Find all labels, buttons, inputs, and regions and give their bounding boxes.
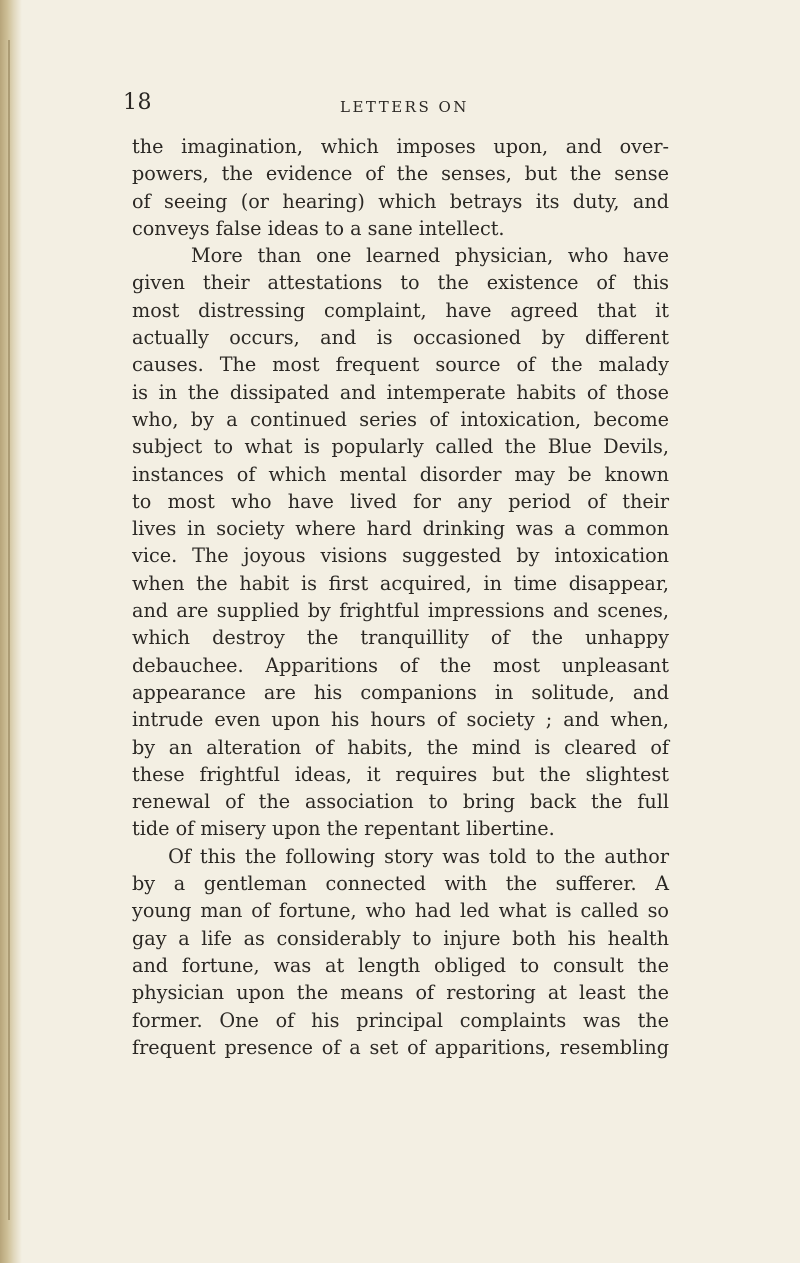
running-head: LETTERS ON bbox=[340, 98, 469, 116]
text-line: most distressing complaint, have agreed that it bbox=[132, 298, 669, 322]
text-line: when the habit is first acquired, in time disappear, bbox=[132, 571, 669, 595]
body-text bbox=[132, 133, 669, 1061]
text-line: tide of misery upon the repentant libertine. bbox=[132, 817, 555, 841]
text-line: given their attestations to the existence of this bbox=[132, 271, 669, 295]
text-line: and are supplied by frightful impressions and scenes, bbox=[132, 599, 669, 623]
text-line: vice. The joyous visions suggested by intoxication bbox=[132, 544, 669, 568]
text-line: More than one learned physician, who have bbox=[132, 244, 669, 268]
text-line: conveys false ideas to a sane intellect. bbox=[132, 216, 505, 240]
text-line: instances of which mental disorder may be known bbox=[132, 462, 669, 486]
text-line: is in the dissipated and intemperate habits of those bbox=[132, 380, 669, 404]
text-line: young man of fortune, who had led what is called so bbox=[132, 899, 669, 923]
text-line: frequent presence of a set of apparitions, resembling bbox=[132, 1035, 669, 1059]
text-line: these frightful ideas, it requires but the slightest bbox=[132, 762, 669, 786]
text-line: actually occurs, and is occasioned by different bbox=[132, 326, 669, 350]
binding-edge bbox=[8, 40, 10, 1220]
text-line: and fortune, was at length obliged to consult the bbox=[132, 953, 669, 977]
text-line: lives in society where hard drinking was a common bbox=[132, 517, 669, 541]
text-line: appearance are his companions in solitude, and bbox=[132, 680, 669, 704]
text-line: renewal of the association to bring back the full bbox=[132, 790, 669, 814]
text-line: Of this the following story was told to the author bbox=[132, 844, 669, 868]
text-line: the imagination, which imposes upon, and over- bbox=[132, 135, 669, 158]
text-line: gay a life as considerably to injure both his health bbox=[132, 926, 669, 950]
text-line: causes. The most frequent source of the malady bbox=[132, 353, 669, 377]
text-line: who, by a continued series of intoxication, become bbox=[132, 407, 669, 431]
text-line: subject to what is popularly called the Blue Devils, bbox=[132, 435, 669, 459]
text-line: by an alteration of habits, the mind is cleared of bbox=[132, 735, 669, 759]
text-line: which destroy the tranquillity of the unhappy bbox=[132, 626, 669, 650]
page-number: 18 bbox=[123, 90, 152, 115]
text-line: debauchee. Apparitions of the most unpleasant bbox=[132, 653, 669, 677]
text-line: powers, the evidence of the senses, but the sense bbox=[132, 162, 669, 186]
text-line: of seeing (or hearing) which betrays its duty, and bbox=[132, 189, 669, 213]
text-line: physician upon the means of restoring at least the bbox=[132, 981, 669, 1005]
text-line: to most who have lived for any period of their bbox=[132, 489, 669, 513]
text-line: intrude even upon his hours of society ; and when, bbox=[132, 708, 669, 732]
text-line: former. One of his principal complaints was the bbox=[132, 1008, 669, 1032]
page-gutter bbox=[0, 0, 22, 1263]
text-line: by a gentleman connected with the sufferer. A bbox=[132, 872, 669, 896]
